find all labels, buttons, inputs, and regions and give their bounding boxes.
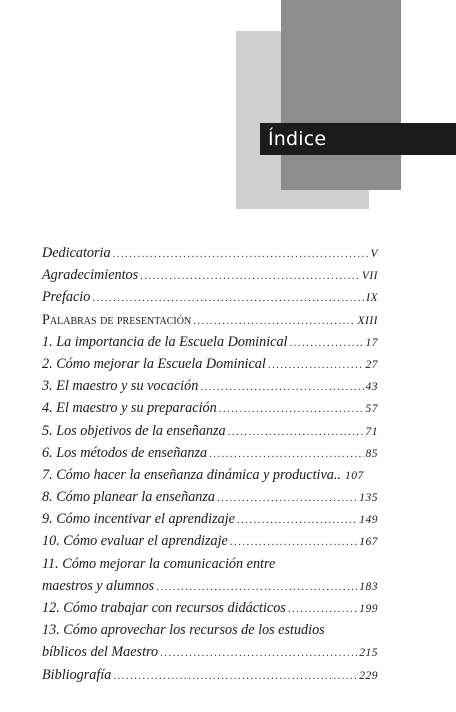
- page-title: Índice: [268, 128, 327, 150]
- dot-leader: [290, 337, 364, 349]
- toc-entry-label: 3. El maestro y su vocación: [42, 378, 199, 395]
- toc-entry-chapter-2[interactable]: [42, 356, 378, 378]
- dot-leader: [209, 448, 363, 460]
- toc-entry-page: 199: [359, 603, 378, 615]
- toc-entry-chapter-3[interactable]: [42, 378, 378, 400]
- toc-entry-page: 215: [359, 647, 378, 660]
- toc-entry-label: 9. Cómo incentivar el aprendizaje: [42, 511, 235, 528]
- dot-leader: [217, 492, 357, 504]
- toc-entry-page: 183: [359, 580, 378, 593]
- toc-entry-page: XIII: [357, 314, 378, 327]
- toc-entry-label: 10. Cómo evaluar el aprendizaje: [42, 533, 228, 550]
- toc-entry-chapter-6[interactable]: [42, 445, 378, 467]
- toc-entry-label: 5. Los objetivos de la enseñanza: [42, 422, 226, 439]
- dot-leader: [219, 403, 364, 415]
- toc-entry-label: Prefacio: [42, 289, 91, 306]
- toc-entry-page: 229: [359, 669, 378, 682]
- toc-entry-page: 27: [365, 358, 378, 371]
- toc-entry-chapter-11-continued[interactable]: [42, 578, 378, 600]
- toc-entry-label: Agradecimientos: [42, 267, 139, 284]
- toc-entry-chapter-12[interactable]: [42, 600, 378, 622]
- toc-entry-chapter-1[interactable]: [42, 334, 378, 356]
- dot-leader: [113, 248, 369, 260]
- toc-entry-label: maestros y alumnos: [42, 577, 155, 594]
- toc-entry-label: 8. Cómo planear la enseñanza: [42, 489, 216, 506]
- toc-entry-chapter-8[interactable]: [42, 489, 378, 511]
- toc-entry-page: 135: [359, 492, 378, 505]
- toc-entry-page: 17: [365, 336, 378, 349]
- toc-entry-page: V: [370, 248, 378, 260]
- toc-entry-dedicatoria[interactable]: [42, 245, 378, 267]
- dot-leader: [140, 270, 360, 282]
- toc-entry-page: VII: [361, 270, 378, 283]
- toc-entry-chapter-4[interactable]: [42, 400, 378, 422]
- dot-leader: [230, 536, 357, 548]
- toc-entry-agradecimientos[interactable]: [42, 267, 378, 289]
- toc-entry-chapter-7[interactable]: [42, 467, 378, 489]
- toc-entry-label: bíblicos del Maestro: [42, 644, 159, 661]
- dot-leader: [193, 315, 355, 327]
- dot-leader: [288, 603, 357, 615]
- toc-entry-label: Palabras de presentación: [42, 311, 192, 328]
- toc-entry-label: Dedicatoria: [42, 245, 111, 261]
- toc-entry-page: 167: [359, 536, 378, 549]
- toc-entry-page: 149: [359, 514, 378, 527]
- decorative-dark-rectangle: [281, 0, 401, 190]
- toc-entry-label: 7. Cómo hacer la enseñanza dinámica y productiva..: [42, 466, 341, 483]
- toc-entry-palabras-de-presentacion[interactable]: [42, 312, 378, 334]
- toc-entry-page: 85: [365, 447, 378, 460]
- dot-leader: [92, 292, 364, 304]
- toc-entry-label: 4. El maestro y su preparación: [42, 400, 217, 417]
- toc-entry-page: 71: [365, 425, 378, 438]
- toc-entry-page: 107: [344, 469, 364, 482]
- toc-entry-chapter-11[interactable]: [42, 556, 378, 578]
- toc-entry-bibliografia[interactable]: [42, 667, 378, 689]
- dot-leader: [160, 647, 357, 659]
- toc-entry-chapter-13-continued[interactable]: [42, 644, 378, 666]
- dot-leader: [237, 514, 357, 526]
- table-of-contents: [42, 245, 378, 689]
- toc-entry-chapter-13[interactable]: [42, 622, 378, 644]
- toc-entry-chapter-9[interactable]: [42, 511, 378, 533]
- dot-leader: [156, 581, 357, 593]
- toc-entry-label: 2. Cómo mejorar la Escuela Dominical: [42, 355, 266, 372]
- toc-entry-page: 57: [365, 403, 378, 416]
- dot-leader: [200, 381, 363, 393]
- dot-leader: [113, 670, 357, 682]
- toc-entry-chapter-5[interactable]: [42, 423, 378, 445]
- toc-entry-page: 43: [365, 381, 378, 394]
- dot-leader: [228, 426, 364, 438]
- toc-entry-label: Bibliografía: [42, 666, 112, 683]
- toc-entry-label: 11. Cómo mejorar la comunicación entre: [42, 555, 276, 572]
- toc-entry-label: 13. Cómo aprovechar los recursos de los estudios: [42, 622, 325, 639]
- toc-entry-label: 12. Cómo trabajar con recursos didácticos: [42, 600, 286, 616]
- dot-leader: [268, 359, 364, 371]
- toc-entry-chapter-10[interactable]: [42, 533, 378, 555]
- toc-entry-prefacio[interactable]: [42, 289, 378, 311]
- toc-entry-label: 6. Los métodos de enseñanza: [42, 444, 208, 461]
- toc-entry-page: IX: [366, 292, 378, 305]
- toc-entry-label: 1. La importancia de la Escuela Dominical: [42, 333, 288, 350]
